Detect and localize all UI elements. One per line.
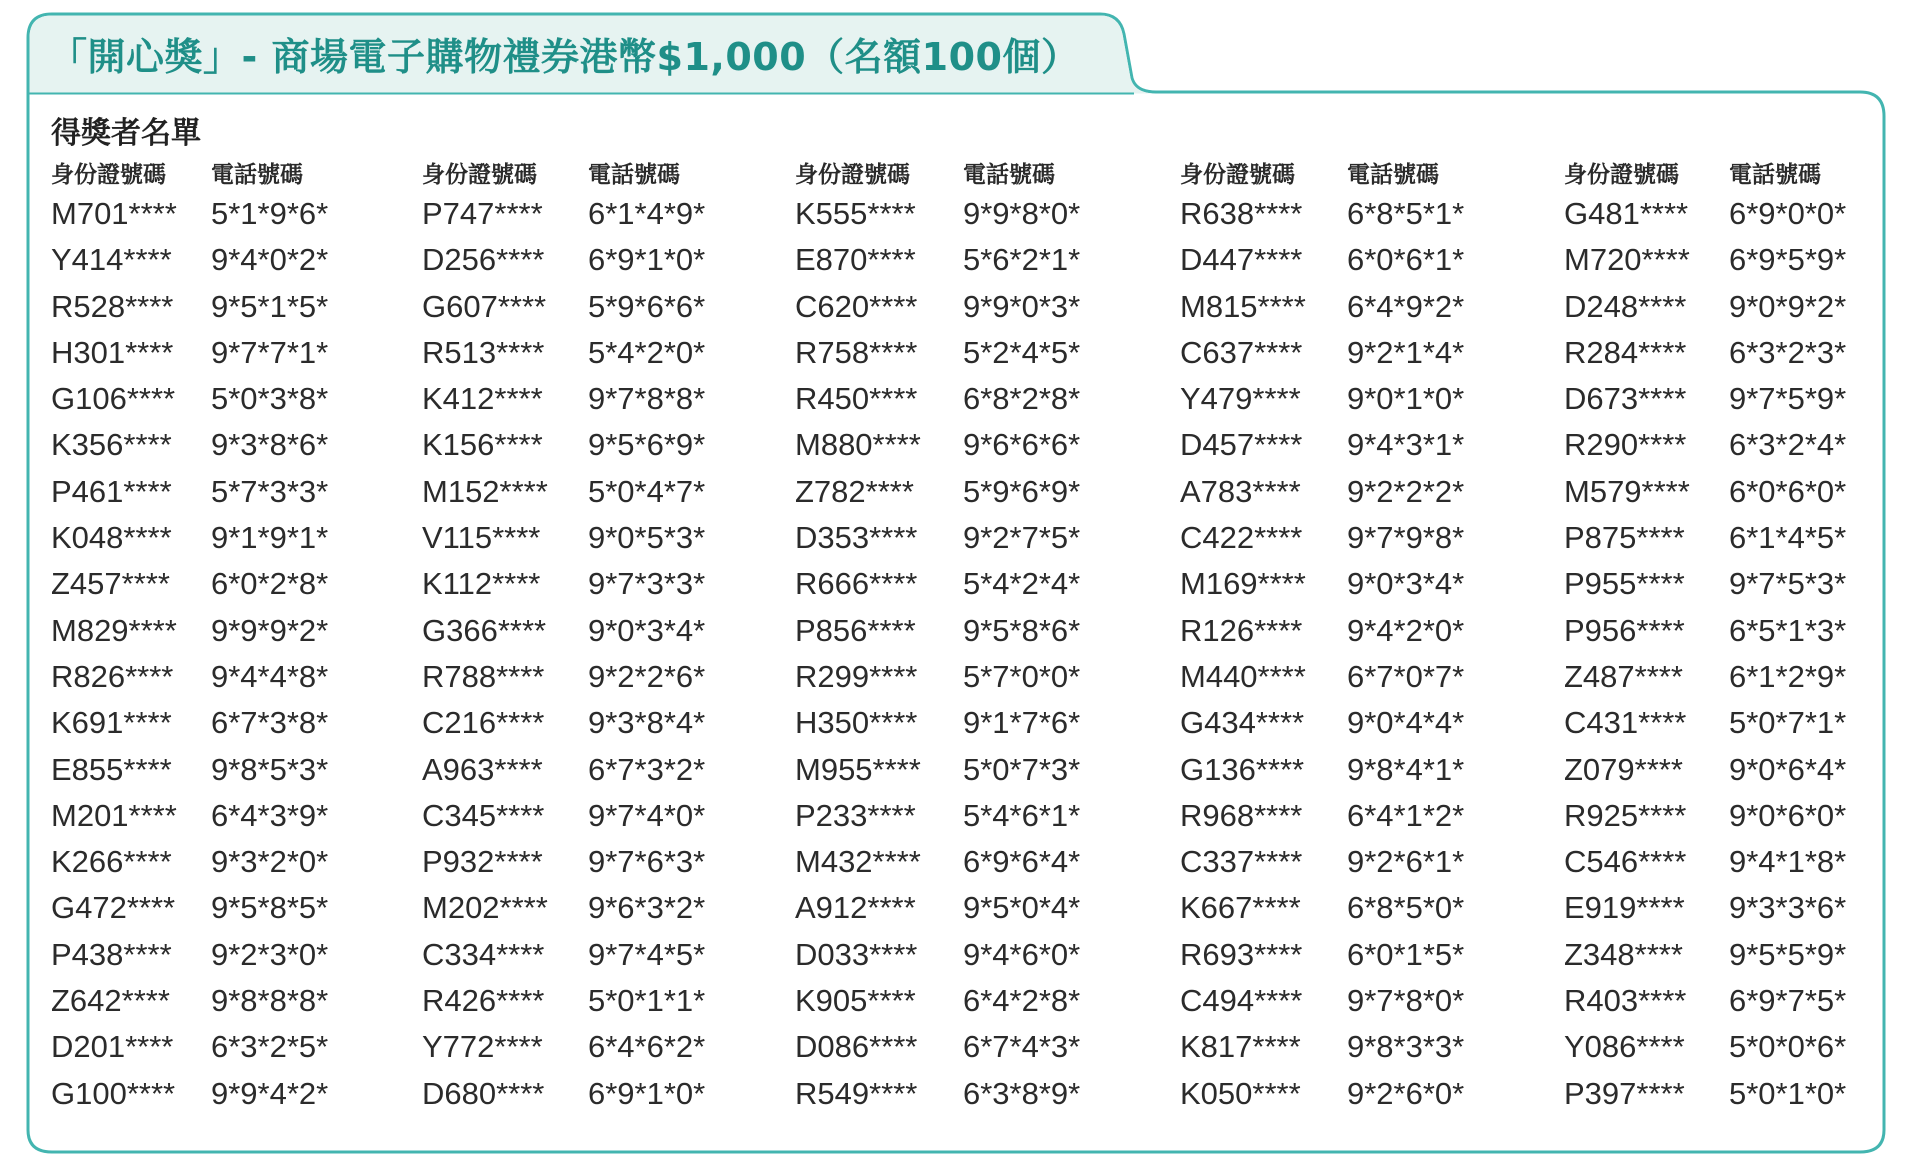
phone-number-cell: 9*9*8*0* (963, 196, 1081, 231)
phone-number-cell: 9*8*4*1* (1347, 751, 1465, 787)
phone-number-cell: 6*9*5*9* (1729, 242, 1847, 278)
id-number-cell: R758**** (795, 334, 918, 370)
phone-number-cell: 9*2*2*2* (1347, 473, 1465, 509)
id-number-cell: K555**** (795, 196, 916, 231)
id-number-cell: A963**** (422, 751, 543, 787)
id-number-cell: Y772**** (422, 1029, 543, 1065)
id-number-cell: M432**** (795, 844, 921, 880)
phone-number-cell: 9*9*4*2* (211, 1075, 329, 1111)
phone-number-cell: 6*4*2*8* (963, 983, 1081, 1019)
id-column-header: 身份證號碼 (51, 162, 166, 188)
id-number-cell: P461**** (51, 473, 172, 509)
phone-number-cell: 9*0*4*4* (1347, 705, 1465, 741)
id-number-cell: K412**** (422, 381, 543, 417)
phone-number-cell: 9*7*4*5* (588, 936, 706, 972)
page-title: 「開心獎」- 商場電子購物禮券港幣$1,000（名額100個） (49, 35, 1080, 79)
phone-number-cell: 6*7*0*7* (1347, 658, 1465, 694)
phone-number-cell: 9*7*8*0* (1347, 983, 1465, 1019)
id-number-cell: R528**** (51, 288, 174, 324)
phone-number-cell: 6*3*2*3* (1729, 334, 1847, 370)
id-number-cell: M955**** (795, 751, 921, 787)
phone-number-cell: 6*1*4*5* (1729, 520, 1847, 556)
phone-number-cell: 9*5*5*9* (1729, 936, 1847, 972)
id-number-cell: M201**** (51, 797, 177, 833)
phone-number-cell: 5*6*2*1* (963, 242, 1081, 278)
phone-number-cell: 9*5*1*5* (211, 288, 329, 324)
id-number-cell: Z457**** (51, 566, 170, 602)
phone-number-cell: 9*8*8*8* (211, 983, 329, 1019)
id-number-cell: H301**** (51, 334, 174, 370)
id-number-cell: M440**** (1180, 658, 1306, 694)
phone-number-cell: 9*3*8*6* (211, 427, 329, 463)
id-number-cell: K048**** (51, 520, 172, 556)
phone-number-cell: 9*2*6*1* (1347, 844, 1465, 880)
phone-number-cell: 5*9*6*9* (963, 473, 1081, 509)
phone-number-cell: 6*8*5*1* (1347, 196, 1465, 231)
id-number-cell: C334**** (422, 936, 545, 972)
id-number-cell: A912**** (795, 890, 916, 926)
id-number-cell: R788**** (422, 658, 545, 694)
id-number-cell: K356**** (51, 427, 172, 463)
id-number-cell: Z079**** (1564, 751, 1683, 787)
id-number-cell: P956**** (1564, 612, 1685, 648)
id-number-cell: G434**** (1180, 705, 1305, 741)
phone-number-cell: 6*9*1*0* (588, 242, 706, 278)
id-number-cell: R290**** (1564, 427, 1687, 463)
phone-number-cell: 9*3*2*0* (211, 844, 329, 880)
id-number-cell: G366**** (422, 612, 547, 648)
id-number-cell: D201**** (51, 1029, 174, 1065)
phone-number-cell: 9*0*1*0* (1347, 381, 1465, 417)
phone-number-cell: 9*4*3*1* (1347, 427, 1465, 463)
id-number-cell: G607**** (422, 288, 547, 324)
id-number-cell: D256**** (422, 242, 545, 278)
id-number-cell: P955**** (1564, 566, 1685, 602)
phone-number-cell: 6*7*3*2* (588, 751, 706, 787)
phone-number-cell: 6*0*2*8* (211, 566, 329, 602)
phone-number-cell: 6*9*6*4* (963, 844, 1081, 880)
id-number-cell: A783**** (1180, 473, 1301, 509)
id-column-header: 身份證號碼 (422, 162, 537, 188)
phone-number-cell: 6*3*8*9* (963, 1075, 1081, 1111)
id-number-cell: D457**** (1180, 427, 1303, 463)
id-number-cell: D248**** (1564, 288, 1687, 324)
phone-number-cell: 9*0*9*2* (1729, 288, 1847, 324)
id-number-cell: C431**** (1564, 705, 1687, 741)
phone-number-cell: 6*5*1*3* (1729, 612, 1847, 648)
id-number-cell: D680**** (422, 1075, 545, 1111)
phone-number-cell: 6*8*5*0* (1347, 890, 1465, 926)
id-number-cell: R968**** (1180, 797, 1303, 833)
phone-number-cell: 9*4*1*8* (1729, 844, 1847, 880)
phone-number-cell: 9*7*6*3* (588, 844, 706, 880)
phone-number-cell: 9*7*7*1* (211, 334, 329, 370)
id-number-cell: P397**** (1564, 1075, 1685, 1111)
id-number-cell: M880**** (795, 427, 921, 463)
phone-number-cell: 9*2*6*0* (1347, 1075, 1465, 1111)
id-number-cell: R299**** (795, 658, 918, 694)
id-number-cell: P747**** (422, 196, 543, 231)
id-number-cell: D673**** (1564, 381, 1687, 417)
id-number-cell: Z642**** (51, 983, 170, 1019)
phone-number-cell: 9*8*5*3* (211, 751, 329, 787)
phone-number-cell: 5*4*6*1* (963, 797, 1081, 833)
phone-number-cell: 9*5*8*5* (211, 890, 329, 926)
id-number-cell: K112**** (422, 566, 541, 602)
id-number-cell: R126**** (1180, 612, 1303, 648)
phone-number-cell: 5*0*1*1* (588, 983, 706, 1019)
id-number-cell: R826**** (51, 658, 174, 694)
id-number-cell: Z782**** (795, 473, 914, 509)
id-number-cell: R450**** (795, 381, 918, 417)
id-number-cell: Y414**** (51, 242, 172, 278)
phone-number-cell: 6*1*4*9* (588, 196, 706, 231)
phone-number-cell: 9*4*2*0* (1347, 612, 1465, 648)
id-number-cell: C422**** (1180, 520, 1303, 556)
phone-number-cell: 6*9*1*0* (588, 1075, 706, 1111)
id-number-cell: D447**** (1180, 242, 1303, 278)
phone-number-cell: 6*8*2*8* (963, 381, 1081, 417)
id-number-cell: K905**** (795, 983, 916, 1019)
phone-number-cell: 9*4*4*8* (211, 658, 329, 694)
phone-number-cell: 9*4*6*0* (963, 936, 1081, 972)
id-number-cell: M152**** (422, 473, 548, 509)
phone-number-cell: 9*0*5*3* (588, 520, 706, 556)
phone-number-cell: 5*0*4*7* (588, 473, 706, 509)
id-number-cell: M579**** (1564, 473, 1690, 509)
phone-number-cell: 9*0*6*0* (1729, 797, 1847, 833)
id-number-cell: M815**** (1180, 288, 1306, 324)
phone-number-cell: 9*5*6*9* (588, 427, 706, 463)
phone-number-cell: 5*7*0*0* (963, 658, 1081, 694)
phone-number-cell: 6*0*6*1* (1347, 242, 1465, 278)
phone-number-cell: 6*7*3*8* (211, 705, 329, 741)
id-number-cell: R638**** (1180, 196, 1303, 231)
id-number-cell: K156**** (422, 427, 543, 463)
phone-number-cell: 9*2*7*5* (963, 520, 1081, 556)
phone-column-header: 電話號碼 (1347, 162, 1439, 188)
id-number-cell: Z487**** (1564, 658, 1683, 694)
phone-number-cell: 6*0*1*5* (1347, 936, 1465, 972)
phone-number-cell: 9*9*9*2* (211, 612, 329, 648)
phone-column-header: 電話號碼 (1729, 162, 1821, 188)
phone-number-cell: 5*9*6*6* (588, 288, 706, 324)
id-number-cell: P932**** (422, 844, 543, 880)
phone-number-cell: 9*7*5*3* (1729, 566, 1847, 602)
phone-number-cell: 9*7*3*3* (588, 566, 706, 602)
phone-number-cell: 5*4*2*4* (963, 566, 1081, 602)
phone-number-cell: 6*7*4*3* (963, 1029, 1081, 1065)
phone-number-cell: 6*4*9*2* (1347, 288, 1465, 324)
id-number-cell: E870**** (795, 242, 916, 278)
id-number-cell: D086**** (795, 1029, 918, 1065)
phone-number-cell: 5*1*9*6* (211, 196, 329, 231)
id-number-cell: C337**** (1180, 844, 1303, 880)
id-number-cell: R284**** (1564, 334, 1687, 370)
id-number-cell: E855**** (51, 751, 172, 787)
id-number-cell: H350**** (795, 705, 918, 741)
id-number-cell: M829**** (51, 612, 177, 648)
phone-column-header: 電話號碼 (211, 162, 303, 188)
phone-number-cell: 9*7*5*9* (1729, 381, 1847, 417)
id-number-cell: G472**** (51, 890, 176, 926)
phone-number-cell: 9*1*9*1* (211, 520, 329, 556)
id-column-header: 身份證號碼 (1564, 162, 1679, 188)
phone-number-cell: 9*0*6*4* (1729, 751, 1847, 787)
phone-column-header: 電話號碼 (963, 162, 1055, 188)
id-column-header: 身份證號碼 (1180, 162, 1295, 188)
phone-number-cell: 6*4*1*2* (1347, 797, 1465, 833)
phone-number-cell: 6*9*7*5* (1729, 983, 1847, 1019)
id-number-cell: P856**** (795, 612, 916, 648)
phone-number-cell: 9*4*0*2* (211, 242, 329, 278)
id-number-cell: C637**** (1180, 334, 1303, 370)
phone-number-cell: 5*4*2*0* (588, 334, 706, 370)
phone-number-cell: 5*0*1*0* (1729, 1075, 1847, 1111)
id-number-cell: K691**** (51, 705, 172, 741)
id-number-cell: M701**** (51, 196, 177, 231)
phone-number-cell: 9*3*8*4* (588, 705, 706, 741)
id-number-cell: K266**** (51, 844, 172, 880)
id-number-cell: Y479**** (1180, 381, 1301, 417)
phone-column-header: 電話號碼 (588, 162, 680, 188)
phone-number-cell: 5*0*7*1* (1729, 705, 1847, 741)
id-number-cell: R666**** (795, 566, 918, 602)
phone-number-cell: 9*2*2*6* (588, 658, 706, 694)
id-number-cell: R925**** (1564, 797, 1687, 833)
phone-number-cell: 5*0*3*8* (211, 381, 329, 417)
id-number-cell: R549**** (795, 1075, 918, 1111)
phone-number-cell: 6*3*2*5* (211, 1029, 329, 1065)
phone-number-cell: 9*6*6*6* (963, 427, 1081, 463)
phone-number-cell: 6*3*2*4* (1729, 427, 1847, 463)
phone-number-cell: 9*7*9*8* (1347, 520, 1465, 556)
id-number-cell: C345**** (422, 797, 545, 833)
id-number-cell: G100**** (51, 1075, 176, 1111)
phone-number-cell: 9*0*3*4* (588, 612, 706, 648)
phone-number-cell: 9*6*3*2* (588, 890, 706, 926)
id-number-cell: C620**** (795, 288, 918, 324)
id-number-cell: K817**** (1180, 1029, 1301, 1065)
id-number-cell: G481**** (1564, 196, 1689, 231)
id-number-cell: R513**** (422, 334, 545, 370)
id-number-cell: C546**** (1564, 844, 1687, 880)
id-number-cell: R693**** (1180, 936, 1303, 972)
phone-number-cell: 6*0*6*0* (1729, 473, 1847, 509)
phone-number-cell: 9*2*1*4* (1347, 334, 1465, 370)
id-number-cell: R426**** (422, 983, 545, 1019)
id-number-cell: R403**** (1564, 983, 1687, 1019)
phone-number-cell: 5*0*0*6* (1729, 1029, 1847, 1065)
id-number-cell: P875**** (1564, 520, 1685, 556)
id-number-cell: V115**** (422, 520, 541, 556)
id-number-cell: M169**** (1180, 566, 1306, 602)
id-number-cell: C216**** (422, 705, 545, 741)
phone-number-cell: 9*5*8*6* (963, 612, 1081, 648)
phone-number-cell: 9*2*3*0* (211, 936, 329, 972)
id-number-cell: M202**** (422, 890, 548, 926)
phone-number-cell: 9*8*3*3* (1347, 1029, 1465, 1065)
id-number-cell: Z348**** (1564, 936, 1683, 972)
id-number-cell: C494**** (1180, 983, 1303, 1019)
phone-number-cell: 9*9*0*3* (963, 288, 1081, 324)
id-number-cell: Y086**** (1564, 1029, 1685, 1065)
id-number-cell: E919**** (1564, 890, 1685, 926)
phone-number-cell: 9*0*3*4* (1347, 566, 1465, 602)
id-number-cell: P438**** (51, 936, 172, 972)
phone-number-cell: 5*2*4*5* (963, 334, 1081, 370)
id-number-cell: K050**** (1180, 1075, 1301, 1111)
phone-number-cell: 6*4*3*9* (211, 797, 329, 833)
phone-number-cell: 5*0*7*3* (963, 751, 1081, 787)
phone-number-cell: 6*1*2*9* (1729, 658, 1847, 694)
id-number-cell: G106**** (51, 381, 176, 417)
phone-number-cell: 9*3*3*6* (1729, 890, 1847, 926)
id-number-cell: K667**** (1180, 890, 1301, 926)
id-number-cell: P233**** (795, 797, 916, 833)
id-number-cell: D353**** (795, 520, 918, 556)
phone-number-cell: 5*7*3*3* (211, 473, 329, 509)
winners-list-heading: 得獎者名單 (51, 116, 201, 151)
id-number-cell: D033**** (795, 936, 918, 972)
phone-number-cell: 9*5*0*4* (963, 890, 1081, 926)
phone-number-cell: 9*7*8*8* (588, 381, 706, 417)
id-number-cell: G136**** (1180, 751, 1305, 787)
phone-number-cell: 9*7*4*0* (588, 797, 706, 833)
phone-number-cell: 9*1*7*6* (963, 705, 1081, 741)
id-number-cell: M720**** (1564, 242, 1690, 278)
id-column-header: 身份證號碼 (795, 162, 910, 188)
phone-number-cell: 6*9*0*0* (1729, 196, 1847, 231)
phone-number-cell: 6*4*6*2* (588, 1029, 706, 1065)
